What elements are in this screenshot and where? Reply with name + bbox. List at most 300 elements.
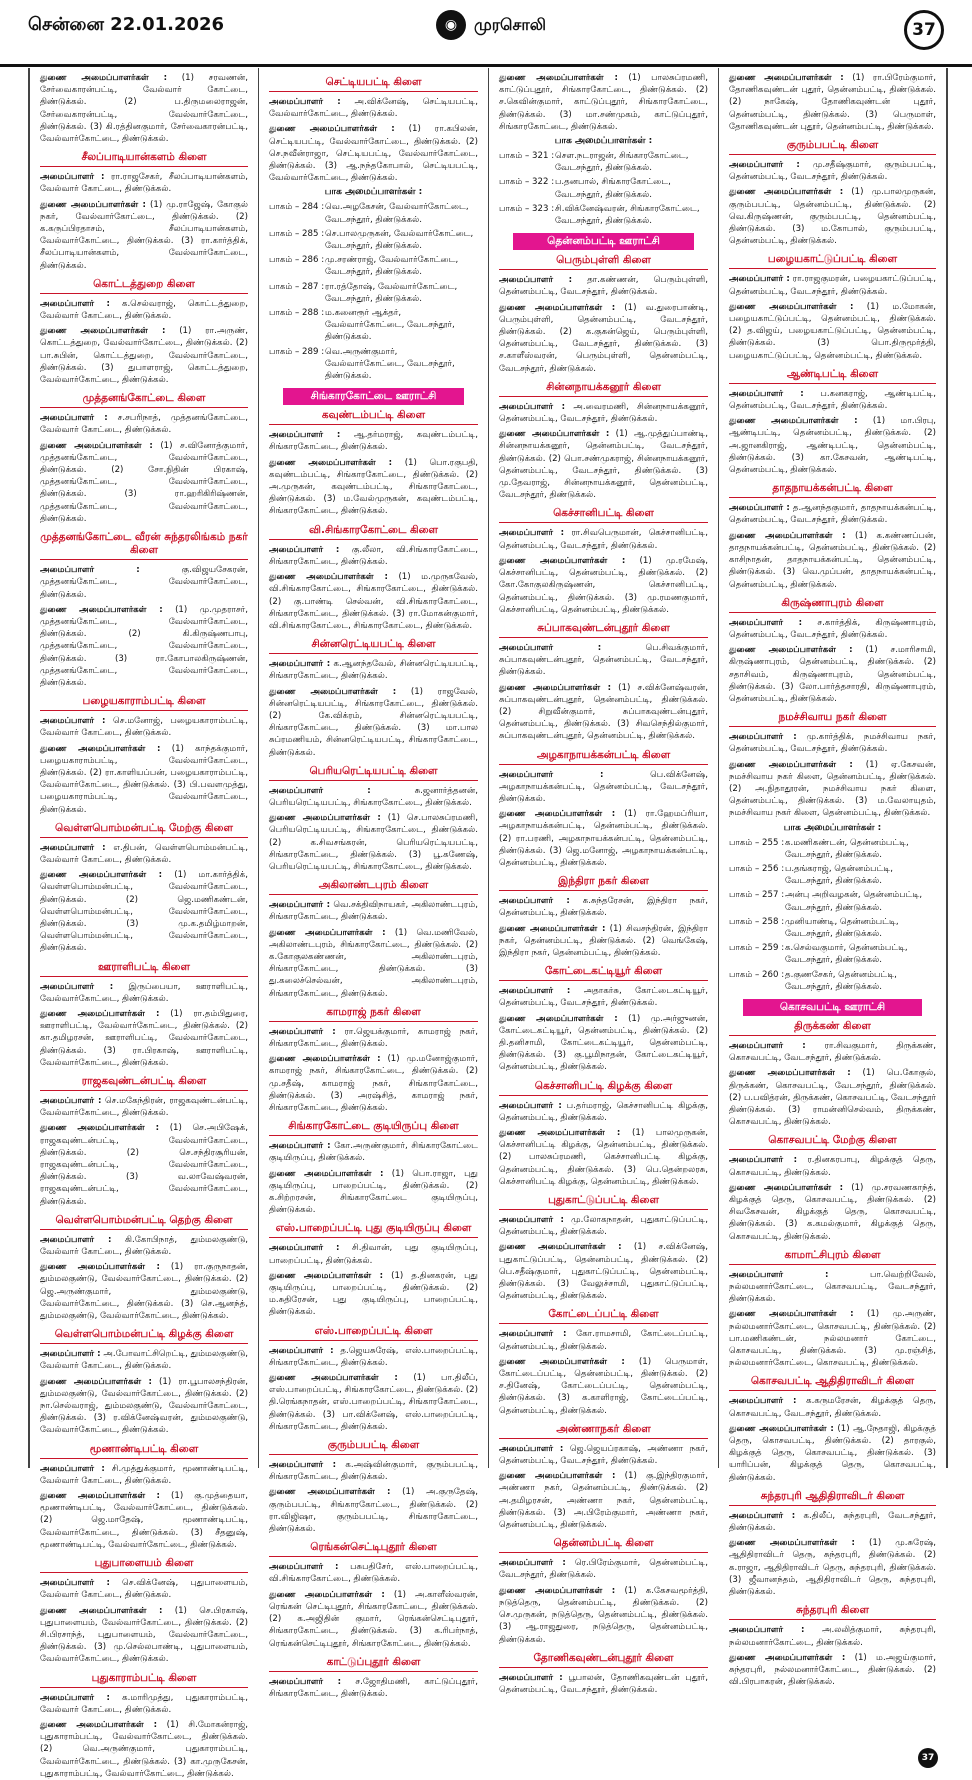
role-label: துணை அமைப்பாளர்கள் : [499,73,618,83]
branch-title: செட்டியபட்டி கிளை [269,76,478,92]
booth-number: பாகம் – 259 : [729,943,785,954]
member-entry [269,1140,478,1164]
panchayat-banner: சிங்காரகோட்டை ஊராட்சி [283,388,464,405]
member-names: (1) செ.அபிஷேக், ராஜகவுண்டன்பட்டி, வேல்வார்கோட்டை, திண்டுக்கல். (2) செ.சந்திரசூரியன், ராஜகவுண்டன்பட்டி, வேல்வார்கோட்டை, திண்டுக்கல். (3) வ.லாவேஷ்வரன், ராஜகவுண்டன்பட்டி, வேல்வார்கோட்டை, திண்டுக்கல். [40,1123,248,1207]
member-names: கு.லீலா, வி.சிங்காரகோட்டை, சிங்காரகோட்டை, திண்டுக்கல். [269,544,478,567]
branch-section [40,1214,248,1322]
role-label: துணை அமைப்பாளர்கள் : [499,555,626,566]
member-names: (1) கு.இந்திரகுமார், அண்ணா நகர், தென்னம்பட்டி, திண்டுக்கல். (2) அ.தமிழரசன், அண்ணா நகர், தென்னம்பட்டி, திண்டுக்கல். (3) அ.பிரேம்குமார், அண்ணா நகர், தென்னம்பட்டி, திண்டுக்கல். [499,1471,708,1531]
branch-title: சின்னநாயக்கனூர் கிளை [499,381,708,397]
role-label: துணை அமைப்பாளர்கள் : [40,1605,163,1616]
role-label: துணை அமைப்பாளர்கள் : [269,1487,391,1498]
branch-section [729,139,936,247]
branch-title: மூணாண்டிபட்டி கிளை [40,1443,248,1459]
member-names: (1) ச.வினோத்குமார், முத்தனங்கோட்டை, வேல்வார்கோட்டை, திண்டுக்கல். (2) சோ.நிதின் பிரகாஷ், முத்தனங்கோட்டை, வேல்வார்கோட்டை, திண்டுக்கல். (3) ரா.ஹரிகிரிஷ்ணன், முத்தனங்கோட்டை, வேல்வார்கோட்டை, திண்டுக்கல். [40,440,248,524]
member-entry [729,731,936,755]
member-entry [729,1624,936,1648]
branch-section [269,388,478,517]
member-names: த.ஜெயசுரேஷ், எஸ்.பாறைப்பட்டி, சிங்காரகோட்டை, திண்டுக்கல். [269,1345,478,1368]
booth-member: ரா.ரத்தோஷ், வேல்வார்கோட்டை, வேடசந்தூர், திண்டுக்கல். [325,281,458,304]
role-label: துணை அமைப்பாளர்கள் : [499,923,606,934]
member-names: (1) ம.அஜய்குமார், சுந்தரபுரி, நல்லமனார்கோட்டை, திண்டுக்கல். (2) வி.பிரபாகரன், திண்டுக்கல். [729,1652,936,1688]
branch-section [729,253,936,361]
member-names: (1) சி.மோகன்ராஜ், புதுகாராம்பட்டி, வேல்வார்கோட்டை, திண்டுக்கல். (2) வெ.அருண்குமார், புதுகாராம்பட்டி, வேல்வார்கோட்டை, திண்டுக்கல். (3) கா.முருகேசன், புதுகாராம்பட்டி, வேல்வார்கோட்டை, திண்டுக்கல். [40,1719,248,1779]
member-entry [269,571,478,632]
role-label: துணை அமைப்பாளர்கள் : [499,1242,622,1253]
member-entry [269,899,478,923]
role-label: அமைப்பாளர் : [40,172,105,183]
member-entry [729,1067,936,1128]
branch-title: பழையகாராம்பட்டி கிளை [40,695,248,711]
member-entry [499,1585,708,1646]
member-entry [40,1719,248,1780]
branch-title: கோட்டைப்பட்டி கிளை [499,1308,708,1324]
member-entry [729,1182,936,1243]
branch-section [499,1423,708,1531]
branch-title: சுப்பாகவுண்டன்புதூர் கிளை [499,622,708,638]
paper-name: முரசொலி [474,14,546,34]
role-label: அமைப்பாளர் : [729,1269,829,1280]
branch-title: கொசவபட்டி மேற்கு கிளை [729,1134,936,1150]
member-entry [499,1013,708,1074]
member-names: (1) வ.துரைபாண்டி, பெரும்புள்ளி, தென்னம்பட்டி, வேடசந்தூர், திண்டுக்கல். (2) க.குகன்ஜெய், பெரும்புள்ளி, தென்னம்பட்டி, வேடசந்தூர், திண்டுக்கல். (3) ச.காளீஸ்வரன், பெரும்புள்ளி, தென்னம்பட்டி, வேடசந்தூர், திண்டுக்கல். [499,302,708,374]
member-entry [269,1270,478,1319]
role-label: அமைப்பாளர் : [729,1510,796,1521]
branch-section [269,1656,478,1700]
branch-title: வெள்ளபொம்மன்பட்டி மேற்கு கிளை [40,822,248,838]
member-names: (1) க.கண்ணப்பன், தாதநாயக்கன்பட்டி, தென்னம்பட்டி, திண்டுக்கல். (2) காசிநாதன், தாதநாயக்கன்பட்டி, தென்னம்பட்டி, திண்டுக்கல். (3) வெ.முப்பன், தாதநாயக்கன்பட்டி, தென்னம்பட்டி, திண்டுக்கல். [729,530,936,590]
member-entry [40,842,248,866]
role-label: துணை அமைப்பாளர்கள் : [269,572,388,583]
role-label: அமைப்பாளர் : [40,716,106,727]
booth-member: க.செல்வகுமார், தென்னம்பட்டி, வேடசந்தூர், திண்டுக்கல். [785,943,908,966]
role-label: துணை அமைப்பாளர்கள் : [729,530,846,541]
branch-title: கெச்சானிபட்டி கிழக்கு கிளை [499,1080,708,1096]
member-entry [269,1676,478,1700]
member-entry [269,1168,478,1217]
role-label: அமைப்பாளர் : [729,160,800,171]
branch-title: கொட்டத்துறை கிளை [40,278,248,294]
branch-title: இந்திரா நகர் கிளை [499,875,708,891]
role-label: துணை அமைப்பாளர்கள் : [40,326,166,337]
member-names: ரா.ஜெயக்குமார், காமராஜ் நகர், சிங்காரகோட்டை, திண்டுக்கல். [269,1026,478,1049]
role-label: அமைப்பாளர் : [269,1345,334,1356]
member-entry [40,1122,248,1207]
role-label: அமைப்பாளர் : [499,986,571,997]
branch-section [40,278,248,386]
member-names: ச.ஜோதிமணி, காட்டுப்புதூர், சிங்காரகோட்டை, திண்டுக்கல். [269,1676,478,1699]
branch-title: சின்னரெட்டியபட்டி கிளை [269,638,478,654]
member-names: க.திலீப், சுந்தரபுரி, வேடசந்தூர், திண்டுக்கல். [729,1510,936,1534]
member-entry [729,1269,936,1306]
branch-section [269,1120,478,1216]
member-names: (1) அ.குருதேஷ், குரும்பபட்டி, சிங்காரகோட்டை, திண்டுக்கல். (2) ரா.விஜிஷா, குரும்பபட்டி, சிங்காரகோட்டை, திண்டுக்கல். [269,1487,478,1535]
booth-row [269,307,478,344]
branch-section [269,1222,478,1318]
branch-section [499,507,708,615]
booth-row [729,969,936,993]
booth-row [729,916,936,940]
page-number-badge: 37 [904,10,944,50]
branch-title: கவுண்டம்பட்டி கிளை [269,409,478,425]
role-label: துணை அமைப்பாளர்கள் : [40,73,168,83]
member-names: மு.கார்த்திக், நமச்சிவாய நகர், தென்னம்பட்டி, வேடசந்தூர், திண்டுக்கல். [729,732,936,755]
member-entry [499,1100,708,1124]
booth-row [729,837,936,861]
member-entry [40,412,248,436]
branch-title: எஸ்.பாறைப்பட்டி புது குடியிருப்பு கிளை [269,1222,478,1238]
role-label: அமைப்பாளர் : [729,274,790,285]
member-entry [40,72,248,145]
member-names: (1) பெ.கோகுல், திருக்கண், கொசவபட்டி, வேடசந்தூர், திண்டுக்கல். (2) ப.பவித்ரன், திருக்கண், கொசவபட்டி, வேடசந்தூர் திண்டுக்கல். (3) ராமன்னிசெல்வம், திருக்கண், கொசவபட்டி, திண்டுக்கல். [729,1068,936,1128]
booth-row [499,150,708,174]
member-names: (1) ம.மோகன், பழையகாட்டுப்பட்டி, தென்னம்பட்டி, திண்டுக்கல். (2) த.விஜய், பழையகாட்டுப்பட்டி, தென்னம்பட்டி, திண்டுக்கல். (3) பொ.திருமூர்த்தி, பழையகாட்டுப்பட்டி, தென்னம்பட்டி, திண்டுக்கல். [729,301,936,361]
branch-section [40,72,248,145]
branch-section [499,1537,708,1645]
role-label: துணை அமைப்பாளர்கள் : [729,416,858,427]
booth-row [269,228,478,252]
member-entry [269,1345,478,1369]
member-entry [40,1490,248,1551]
role-label: அமைப்பாளர் : [40,413,108,424]
member-entry [729,530,936,591]
role-label: அமைப்பாளர் : [499,1215,564,1226]
member-names: ரா.சிவபெருமான், கெச்சானிபட்டி, தென்னம்பட்டி, வேடசந்தூர், திண்டுக்கல். [499,528,708,551]
booth-heading: பாக அமைப்பாளர்கள் : [554,136,653,147]
member-entry [499,555,708,616]
booth-member: மு.சரண்ராஜ், வேல்வார்கோட்டை, வேடசந்தூர், திண்டுக்கல். [325,255,459,278]
member-names: (1) மா.கார்த்திக், வெள்ளபொம்மன்பட்டி, வேல்வார்கோட்டை, திண்டுக்கல். (2) ஜெ.மணிகண்டன், வெள்ளபொம்மன்பட்டி, வேல்வார்கோட்டை, திண்டுக்கல். (3) மு.க.தமிழ்மாறன், வெள்ளபொம்மன்பட்டி, வேல்வார்கோட்டை, திண்டுக்கல். [40,870,248,954]
member-entry [499,1328,708,1352]
branch-section [499,875,708,959]
role-label: துணை அமைப்பாளர்கள் : [729,187,844,198]
member-entry [499,1443,708,1467]
member-entry [499,769,708,806]
branch-section [729,72,936,133]
role-label: அமைப்பாளர் : [499,642,602,653]
booth-heading: பாக அமைப்பாளர்கள் : [324,187,423,198]
member-names: க.ஆனந்தவேல், சின்னரெட்டியபட்டி, சிங்காரகோட்டை, திண்டுக்கல். [269,659,478,682]
member-entry [729,159,936,183]
booth-row [269,201,478,225]
branch-section [499,965,708,1073]
branch-title: நமச்சிவாய நகர் கிளை [729,711,936,727]
branch-title: சுந்தரபுரி கிளை [729,1604,936,1620]
role-label: அமைப்பாளர் : [269,1460,337,1471]
member-entry [729,301,936,362]
role-label: துணை அமைப்பாளர்கள் : [729,73,844,83]
booth-number: பாகம் – 322 : [499,177,555,188]
branch-section [269,1325,478,1433]
branch-section [499,1080,708,1188]
member-entry [40,715,248,739]
branch-section [499,1652,708,1696]
role-label: அமைப்பாளர் : [269,785,371,796]
member-entry [499,808,708,869]
role-label: துணை அமைப்பாளர்கள் : [269,1373,398,1384]
branch-title: அழகாநாயக்கன்பட்டி கிளை [499,749,708,765]
member-names: ரா.ராஜகுமரன், பழையகாட்டுப்பட்டி, தென்னம்பட்டி, வேடசந்தூர், திண்டுக்கல். [729,274,936,297]
role-label: துணை அமைப்பாளர்கள் : [499,682,612,693]
member-names: (1) ம.முருகவேல், வி.சிங்காரகோட்டை, சிங்காரகோட்டை, திண்டுக்கல். (2) கு.பாண்டி செல்வன், வி.சிங்காரகோட்டை, சிங்காரகோட்டை, திண்டுக்கல். (3) ரா.மோகன்குமார், வி.சிங்காரகோட்டை, சிங்காரகோட்டை, திண்டுக்கல். [269,572,478,631]
role-label: துணை அமைப்பாளர்கள் : [729,1652,846,1663]
member-names: அதாகர்சு, கோட்டைகட்டியூர், தென்னம்பட்டி, வேடசந்தூர், திண்டுக்கல். [499,986,708,1009]
member-entry [499,72,708,133]
footer-page-number: 37 [918,1748,938,1768]
member-names: அ.விக்னேஷ், செட்டியபட்டி, வேல்வார்கோட்டை, திண்டுக்கல். [269,97,478,120]
member-entry [499,895,708,919]
branch-title: ராஜகவுண்டன்பட்டி கிளை [40,1075,248,1091]
member-names: இருப்பையா, ஊராளிபட்டி, வேல்வார்கோட்டை, திண்டுக்கல். [40,981,248,1004]
role-label: அமைப்பாளர் : [499,528,565,539]
column-4 [718,68,948,1688]
branch-title: பெரியரெட்டியபட்டி கிளை [269,765,478,781]
member-names: செ.விக்னேஷ், புதுபாளையம், வேல்வார் கோட்டை, திண்டுக்கல். [40,1578,248,1601]
booth-number: பாகம் – 260 : [729,969,785,980]
member-entry [729,1537,936,1598]
member-names: (1) ச.விக்னேஷ், புதுகாட்டுப்பட்டி, தென்னம்பட்டி, திண்டுக்கல். (2) பெ.சதீஷ்குமார், புதுகாட்டுப்பட்டி, தென்னம்பட்டி, திண்டுக்கல். (3) வேலுச்சாமி, புதுகாட்டுப்பட்டி, தென்னம்பட்டி, திண்டுக்கல். [499,1242,708,1302]
member-names: கு.விஜயசேகரன், முத்தனங்கோட்டை, வேல்வார்கோட்டை, திண்டுக்கல். [40,565,248,600]
branch-title: புதுபாளையம் கிளை [40,1557,248,1573]
role-label: அமைப்பாளர் : [499,769,604,780]
booth-member: ப.தங்கராஜ், தென்னம்பட்டி, வேடசந்தூர், திண்டுக்கல். [785,863,893,887]
member-entry [729,1040,936,1064]
member-entry [40,1376,248,1437]
booth-number: பாகம் – 284 : [269,202,325,213]
member-names: (1) பொ.ராஜா, புது குடியிருப்பு, பாறைப்பட்டி, திண்டுக்கல். (2) க.சிற்றரசன், சிங்காரகோட்டை குடியிருப்பு, திண்டுக்கல். [269,1168,478,1216]
member-entry [729,502,936,526]
booth-row [499,203,708,227]
member-names: ர.தினகரபாபு, கிழக்குத் தெரு, கொசவபட்டி, திண்டுக்கல். [729,1155,936,1178]
role-label: அமைப்பாளர் : [499,896,570,907]
booth-number: பாகம் – 287 : [269,281,325,292]
member-entry [729,1423,936,1484]
member-entry [40,1095,248,1119]
member-names: கோ.ராமசாமி, கோட்டைப்பட்டி, தென்னம்பட்டி, திண்டுக்கல். [499,1329,708,1352]
branch-title: வி.சிங்காரகோட்டை கிளை [269,524,478,540]
member-entry [499,1470,708,1531]
booth-member: சௌ.நடராஜன், சிங்காரகோட்டை, வேடசந்தூர், திண்டுக்கல். [555,151,689,174]
role-label: துணை அமைப்பாளர்கள் : [729,1423,834,1434]
member-entry [269,544,478,568]
role-label: அமைப்பாளர் : [729,1625,805,1636]
column-2 [258,68,488,1699]
branch-section [729,1249,936,1370]
branch-section [40,1672,248,1780]
branch-title: தென்னம்பட்டி கிளை [499,1537,708,1553]
role-label: அமைப்பாளர் : [40,1234,112,1245]
branch-section [729,1490,936,1598]
booth-member: ப.தனபால், சிங்காரகோட்டை, வேடசந்தூர், திண்டுக்கல். [555,177,671,200]
member-entry [40,1577,248,1601]
role-label: துணை அமைப்பாளர்கள் : [269,1054,381,1065]
member-names: செ.மனோஜ், பழையகாராம்பட்டி, வேல்வார் கோட்டை, திண்டுக்கல். [40,716,248,739]
member-names: (1) ரா.கபிலன், செட்டியபட்டி, வேல்வார்கோட்டை, திண்டுக்கல். (2) செ.நவீன்ராஜா, செட்டியபட்டி, வேல்வார்கோட்டை, திண்டுக்கல். (3) ஆ.நந்தகோபால், செட்டியபட்டி, வேல்வார்கோட்டை, திண்டுக்கல். [269,124,478,184]
member-names: சி.முத்துக்குமார், மூணாண்டிபட்டி, வேல்வார் கோட்டை, திண்டுக்கல். [40,1463,248,1486]
branch-title: வெள்ளபொம்மன்பட்டி தெற்கு கிளை [40,1214,248,1230]
role-label: துணை அமைப்பாளர்கள் : [499,1128,621,1138]
member-names: (1) கு.முத்தையா, மூணாண்டிபட்டி, வேல்வார்கோட்டை, திண்டுக்கல். (2) ஜெ.மாதேஷ், மூணாண்டிபட்டி, வேல்வார்கோட்டை, திண்டுக்கல். (3) சீதனுஷ், மூணாண்டிபட்டி, வேல்வார்கோட்டை, திண்டுக்கல். [40,1491,248,1550]
member-names: ச.கார்த்திக், கிருஷ்ணாபுரம், தென்னம்பட்டி, வேடசந்தூர், திண்டுக்கல். [729,617,936,640]
member-entry [269,1026,478,1050]
member-entry [269,658,478,682]
member-entry [729,1154,936,1178]
branch-section [40,1075,248,1208]
member-entry [499,527,708,551]
role-label: அமைப்பாளர் : [269,1141,331,1152]
member-names: சு.ஜனார்த்தனன், பெரியரெட்டியபட்டி, சிங்காரகோட்டை, திண்டுக்கல். [269,785,478,808]
role-label: அமைப்பாளர் : [269,1676,342,1687]
member-entry [499,682,708,743]
role-label: அமைப்பாளர் : [269,1243,340,1254]
booth-row [729,889,936,913]
member-entry [729,1395,936,1419]
booth-number: பாகம் – 289 : [269,346,325,357]
member-entry [40,325,248,386]
branch-section [269,1439,478,1535]
member-entry [40,564,248,601]
role-label: அமைப்பாளர் : [40,1578,110,1589]
member-names: (1) ஏ.கேசவன், நமச்சிவாய நகர் கிளை, தென்னம்பட்டி, திண்டுக்கல். (2) அ.நிதாதூரன், நமச்சிவாய நகர் கிளை, தென்னம்பட்டி, திண்டுக்கல். (3) ம.வேலாயுதம், நமச்சிவாய நகர் கிளை, தென்னம்பட்டி, திண்டுக்கல். [729,759,936,819]
member-names: (1) பா.திலீப், எஸ்.பாறைப்பட்டி, சிங்காரகோட்டை, திண்டுக்கல். (2) தி.ரெங்கநாதன், எஸ்.பாறைப்பட்டி, சிங்காரகோட்டை, திண்டுக்கல். (3) பா.விக்னேஷ், எஸ்.பாறைப்பட்டி, சிங்காரகோட்டை, திண்டுக்கல். [269,1373,478,1432]
booth-member: சி.விக்னேஷ்வரன், சிங்காரகோட்டை, வேடசந்தூர், திண்டுக்கல். [555,203,700,227]
member-names: (1) மு.அர்ஜுனன், கோட்டைகட்டியூர், தென்னம்பட்டி, திண்டுக்கல். (2) தி.தனிசாமி, கோட்டைகட்டியூர், தென்னம்பட்டி, திண்டுக்கல். (3) கு.பூமிநாதன், கோட்டைகட்டியூர், தென்னம்பட்டி, திண்டுக்கல். [499,1013,708,1073]
member-entry [729,388,936,412]
member-names: பூபாலன், தோணிகவுண்டன் புதூர், தென்னம்பட்டி, வேடசந்தூர், திண்டுக்கல். [499,1672,708,1695]
role-label: துணை அமைப்பாளர்கள் : [269,686,397,697]
branch-title: காமராஜ் நகர் கிளை [269,1006,478,1022]
role-label: துணை அமைப்பாளர்கள் : [40,1376,152,1387]
branch-section [40,1328,248,1436]
member-entry [729,186,936,247]
member-names: (1) ரா.ஹேமப்ரியா, அழகாநாயக்கன்பட்டி, தென்னம்பட்டி, திண்டுக்கல். (2) ரா.பரணி, அழகாநாயக்கன்பட்டி, தென்னம்பட்டி, திண்டுக்கல். (3) ஜெ.மனோஜ், அழகாநாயக்கன்பட்டி, தென்னம்பட்டி, திண்டுக்கல். [499,809,708,868]
member-names: (1) க.கேசவமூர்த்தி, நடுத்தெரு, தென்னம்பட்டி, திண்டுக்கல். (2) செ.முருகன், நடுத்தெரு, தென்னம்பட்டி, திண்டுக்கல். (3) ஆ.ராஜதுரை, நடுத்தெரு, தென்னம்பட்டி, திண்டுக்கல். [499,1585,708,1645]
role-label: துணை அமைப்பாளர்கள் : [729,1309,854,1320]
role-label: அமைப்பாளர் : [269,900,331,911]
panchayat-banner: தென்னம்பட்டி ஊராட்சி [513,233,694,250]
member-entry [499,985,708,1009]
role-label: அமைப்பாளர் : [499,1329,567,1340]
role-label: அமைப்பாளர் : [269,1562,339,1573]
member-entry [729,1652,936,1689]
member-names: (1) மு.ராஜேஷ், கோகுல் நகர், வேல்வார்கோட்டை, திண்டுக்கல். (2) க.கருப்பிரதாசம், சீலப்பாடியான்களம், வேல்வார்கோட்டை, திண்டுக்கல். (3) ரா.கார்த்திக், சீலப்பாடியான்களம், வேல்வார்கோட்டை, திண்டுக்கல். [40,199,248,271]
member-entry [499,1214,708,1238]
branch-section [729,482,936,590]
member-names: ரா.சிவகுமார், திருக்கண், கொசவபட்டி, வேடசந்தூர், திண்டுக்கல். [729,1040,936,1064]
booth-number: பாகம் – 257 : [729,890,785,901]
role-label: அமைப்பாளர் : [499,1443,564,1454]
member-names: பா.வெற்றிவேல், நல்லமனார்கோட்டை, கொசவபட்டி, வேடசந்தூர், திண்டுக்கல். [729,1269,936,1305]
member-names: (1) சிவசந்திரன், இந்திரா நகர், தென்னம்பட்டி, திண்டுக்கல். (2) வெங்கேஷ், இந்திரா நகர், தென்னம்பட்டி, திண்டுக்கல். [499,923,708,958]
role-label: துணை அமைப்பாளர்கள் : [499,1471,616,1482]
member-entry [269,1053,478,1114]
member-names: ப.தர்மராஜ், கெச்சானிபட்டி கிழக்கு, தென்னம்பட்டி, திண்டுக்கல். [499,1100,708,1123]
role-label: அமைப்பாளர் : [40,1096,102,1106]
role-label: துணை அமைப்பாளர்கள் : [269,927,386,938]
branch-title: திருக்கண் கிளை [729,1020,936,1036]
booth-number: பாகம் – 286 : [269,255,325,266]
role-label: துணை அமைப்பாளர்கள் : [40,1123,160,1134]
member-names: (1) ஆ.நேதாஜி, கிழக்குத் தெரு, கொசவபட்டி, திண்டுக்கல். (2) தாரகுல், கிழக்குத் தெரு, கொசவபட்டி, திண்டுக்கல். (3) யாரிப்பன், கிழக்குத் தெரு, கொசவபட்டி, திண்டுக்கல். [729,1423,936,1483]
member-names: (1) மு.அருண், நல்லமனார்கோட்டை, கொசவபட்டி, திண்டுக்கல். (2) பா.மணிகண்டன், நல்லமனார் கோட்டை, கொசவபட்டி, திண்டுக்கல். (3) மு.ரஞ்சித், நல்லமனார்கோட்டை, கொசவபட்டி, திண்டுக்கல். [729,1309,936,1369]
booth-number: பாகம் – 288 : [269,308,325,319]
branch-section [499,622,708,743]
member-names: ஆ.தர்மராஜ், கவுண்டம்பட்டி, சிங்காரகோட்டை, திண்டுக்கல். [269,430,478,453]
member-names: (1) த.தினகரன், புது குடியிருப்பு, பாறைப்பட்டி, திண்டுக்கல். (2) ம.சுதிரேசன், புது குடியிருப்பு, பாறைப்பட்டி, திண்டுக்கல். [269,1270,478,1318]
member-names: (1) அ.காளீஸ்வரன், ரெங்கன் செட்டிபுதூர், சிங்காரகோட்டை, திண்டுக்கல். (2) க.அஜிதின் குமார், ரெங்கன்செட்டிபுதூர், சிங்காரகோட்டை, திண்டுக்கல். (3) க.ரிபர்நாத், ரெங்கன்செட்டிபுதூர், சிங்காரகோட்டை, திண்டுக்கல். [269,1589,478,1649]
member-names: (1) மு.மனோஜ்குமார், காமராஜ் நகர், சிங்காரகோட்டை, திண்டுக்கல். (2) மு.சதீஷ், காமராஜ் நகர், சிங்காரகோட்டை, திண்டுக்கல். (3) அரஷ்சித், காமராஜ் நகர், சிங்காரகோட்டை, திண்டுக்கல். [269,1054,478,1113]
branch-title: அண்ணாநகர் கிளை [499,1423,708,1439]
member-names: த.ஆனந்தகுமார், தாதநாயக்கன்பட்டி, தென்னம்பட்டி, வேடசந்தூர், திண்டுக்கல். [729,503,936,526]
booth-row [729,863,936,887]
branch-title: சீலப்பாடியான்களம் கிளை [40,151,248,167]
branch-title: தோணிகவுண்டன்புதூர் கிளை [499,1652,708,1668]
member-names: க.கருமரேசன், கிழக்குத் தெரு, கொசவபட்டி, வேடசந்தூர், திண்டுக்கல். [729,1396,936,1419]
booth-number: பாகம் – 255 : [729,837,785,848]
branch-title: பெரும்புள்ளி கிளை [499,254,708,270]
role-label: அமைப்பாளர் : [40,842,106,853]
member-names: வெ.சக்திவிநாயகர், அகிலாண்டபுரம், சிங்காரகோட்டை, திண்டுக்கல். [269,900,478,923]
member-names: (1) வெ.மணிவேல், அகிலாண்டபுரம், சிங்காரகோட்டை, திண்டுக்கல். (2) க.கோகுலகண்ணன், அகிலாண்டபுரம், சிங்காரகோட்டை, திண்டுக்கல். (3) து.கலைச்செல்வன், அகிலாண்டபுரம், சிங்காரகோட்டை, திண்டுக்கல். [269,927,478,999]
member-names: (1) ரா.அருண், கொட்டத்துறை, வேல்வார்கோட்டை, திண்டுக்கல். (2) பா.சுபின், கொட்டத்துறை, வேல்வார்கோட்டை, திண்டுக்கல். (3) துபாளராஜ், கொட்டத்துறை, வேல்வார்கோட்டை, திண்டுக்கல். [40,326,248,386]
booth-number: பாகம் – 321 : [499,151,555,162]
role-label: அமைப்பாளர் : [269,659,331,670]
branch-section [269,765,478,873]
branch-title: புதுகாட்டுப்பட்டி கிளை [499,1194,708,1210]
branch-section [499,1194,708,1302]
branch-section [40,531,248,689]
member-names: பெ.சிவக்குமார், சுப்பாகவுண்டன்புதூர், தென்னம்பட்டி, வேடசந்தூர், திண்டுக்கல். [499,642,708,678]
member-entry [499,1672,708,1696]
branch-section [269,638,478,759]
branch-title: வெள்ளபொம்மன்பட்டி கிழக்கு கிளை [40,1328,248,1344]
member-names: தா.கண்ணன், பெரும்புள்ளி, தென்னம்பட்டி, வேடசந்தூர், திண்டுக்கல். [499,275,708,298]
branch-title: தாதநாயக்கன்பட்டி கிளை [729,482,936,498]
member-names: (1) ரா.தம்பிதுரை, ஊராளிபட்டி, வேல்வார்கோட்டை, திண்டுக்கல். (2) கா.தமிழரசன், ஊராளிபட்டி, வேல்வார்கோட்டை, திண்டுக்கல். (3) ரா.பிரகாஷ், ஊராளிபட்டி, வேல்வார்கோட்டை, திண்டுக்கல். [40,1008,248,1068]
member-entry [499,1356,708,1417]
member-names: ஜெ.ஜெயப்ரகாஷ், அண்ணா நகர், தென்னம்பட்டி, வேடசந்தூர், திண்டுக்கல். [499,1443,708,1467]
member-names: பெ.விக்னேஷ், அழகாநாயக்கன்பட்டி, தென்னம்பட்டி, வேடசந்தூர், திண்டுக்கல். [499,769,708,804]
member-entry [269,1561,478,1585]
booth-member: த.குணசேகர், தென்னம்பட்டி, வேடசந்தூர், திண்டுக்கல். [785,969,897,992]
member-entry [40,440,248,525]
branch-title: குரும்பபட்டி கிளை [729,139,936,155]
member-names: (1) பொ.ரகுபதி, கவுண்டம்பட்டி, சிங்காரகோட்டை, திண்டுக்கல். (2) அ.முருகன், கவுண்டம்பட்டி, சிங்காரகோட்டை, திண்டுக்கல். (3) ம.வேல்முருகன், கவுண்டம்பட்டி, சிங்காரகோட்டை, திண்டுக்கல். [269,457,478,517]
member-names: பசுபதிசேர், எஸ்.பாறைப்பட்டி, வி.சிங்காரகோட்டை, திண்டுக்கல். [269,1562,478,1585]
masthead [0,0,972,67]
member-entry [499,1127,708,1188]
member-entry [729,72,936,133]
role-label: அமைப்பாளர் : [40,565,140,576]
member-entry [40,298,248,322]
branch-section [269,1541,478,1649]
member-names: கி.கோபிநாத், தும்மலகுண்டு, வேல்வார் கோட்டை, திண்டுக்கல். [40,1234,248,1258]
role-label: அமைப்பாளர் : [729,1396,797,1407]
member-entry [499,302,708,375]
role-label: அமைப்பாளர் : [729,388,804,399]
role-label: துணை அமைப்பாளர்கள் : [40,870,163,881]
branch-title: முத்தனங்கோட்டை வீரன் சுந்தரலிங்கம் நகர் கிளை [40,531,248,560]
member-names: க.மாரிமுத்து, புதுகாராம்பட்டி, வேல்வார் கோட்டை, திண்டுக்கல். [40,1692,248,1715]
member-entry [40,1234,248,1258]
role-label: துணை அமைப்பாளர்கள் : [269,1589,385,1600]
role-label: அமைப்பாளர் : [40,1692,110,1703]
role-label: அமைப்பாளர் : [499,275,573,286]
branch-title: கிருஷ்ணாபுரம் கிளை [729,597,936,613]
role-label: துணை அமைப்பாளர்கள் : [499,302,616,313]
member-entry [40,1261,248,1322]
member-names: சி.திவான், புது குடியிருப்பு, பாறைப்பட்டி, திண்டுக்கல். [269,1243,478,1266]
